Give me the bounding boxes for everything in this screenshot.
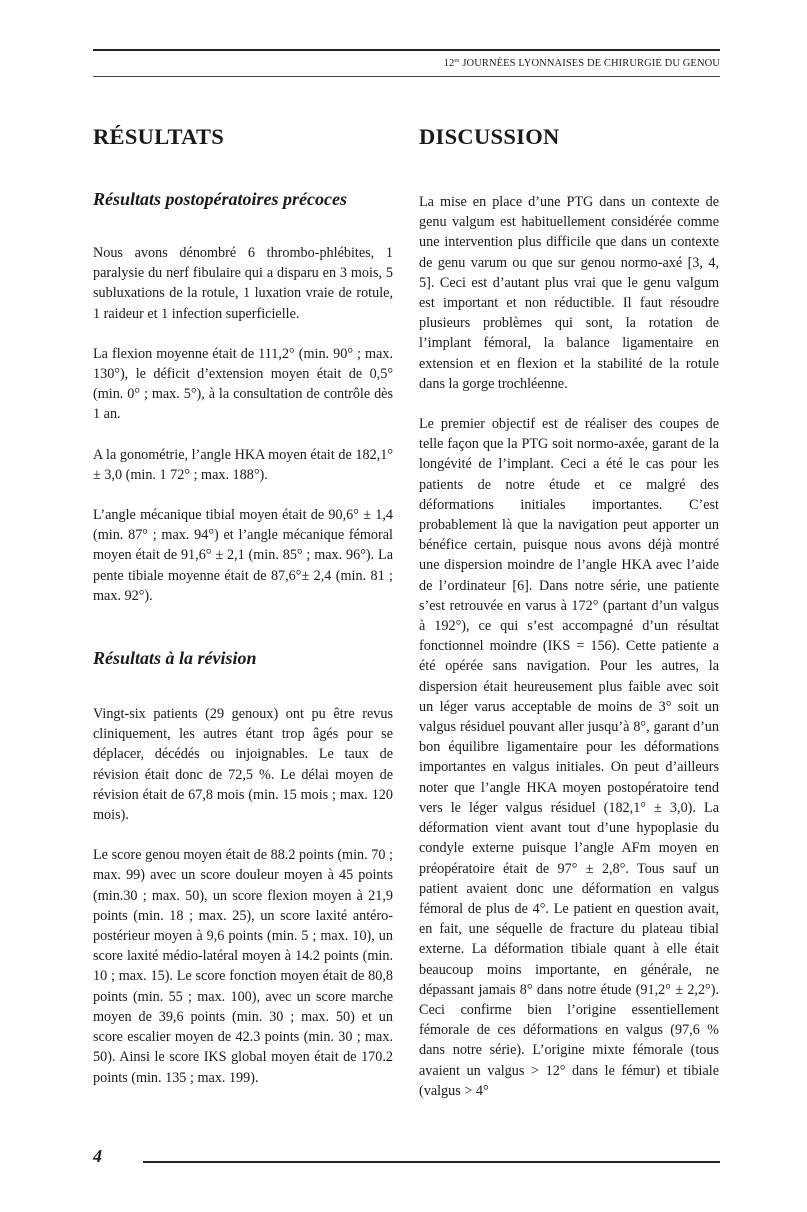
paragraph: A la gonométrie, l’angle HKA moyen était de 182,1° ± 3,0 (min. 1 72° ; max. 188°). bbox=[93, 446, 393, 483]
paragraph: La flexion moyenne était de 111,2° (min. 90° ; max. 130°), le déficit d’extension moyen était de 0,5° (min. 0° ; max. 5°), à la consultation de contrôle dès 1 an. bbox=[93, 345, 393, 423]
left-column bbox=[93, 120, 393, 1088]
paragraph: L’angle mécanique tibial moyen était de 90,6° ± 1,4 (min. 87° ; max. 94°) et l’angle mécanique fémoral moyen était de 91,6° ± 2,1 (min. 85° ; max. 96°). La pente tibiale moyenne était de 87,6°± 2,4 (min. 81 ; max. 92°). bbox=[93, 507, 393, 604]
paragraph: La mise en place d’une PTG dans un contexte de genu valgum est habituellement considérée comme une intervention plus difficile que dans un contexte de genu varum ou que sur genou normo-axé [3, 4, 5]. Ceci est d’autant plus vrai que le genu valgum est important et non réductible. Il faut résoudre plusieurs problèmes qui sont, la rotation de l’implant fémoral, la balance ligamentaire en extension et en flexion et la stabilité de la rotule dans la gorge trochléenne. bbox=[419, 194, 719, 392]
top-rule bbox=[93, 49, 720, 51]
section-heading-results: RÉSULTATS bbox=[93, 124, 225, 149]
section-heading-discussion: DISCUSSION bbox=[419, 124, 560, 149]
running-head bbox=[93, 58, 720, 69]
right-column bbox=[419, 120, 719, 1101]
subheading-early-results: Résultats postopératoires précoces bbox=[93, 189, 347, 209]
paragraph: Le score genou moyen était de 88.2 points (min. 70 ; max. 99) avec un score douleur moyen à 45 points (min.30 ; max. 50), un score flexion moyen à 21,9 points (min. 18 ; max. 25), un score laxité antéro-postérieur moyen à 9,6 points (min. 5 ; max. 10), un score laxité médio-latéral moyen à 14.2 points (min. 10 ; max. 15). Le score fonction moyen était de 80,8 points (min. 55 ; max. 100), avec un score marche moyen de 39,6 points (min. 30 ; max. 50) et un score escalier moyen de 42.3 points (min. 30 ; max. 50). Ainsi le score IKS global moyen était de 170.2 points (min. 135 ; max. 199). bbox=[93, 847, 393, 1086]
footer-rule bbox=[143, 1161, 720, 1163]
paragraph: Vingt-six patients (29 genoux) ont pu être revus cliniquement, les autres étant trop âgés pour se déplacer, décédés ou injoignables. Le taux de révision était donc de 72,5 %. Le délai moyen de révision était de 67,8 mois (min. 15 mois ; max. 120 mois). bbox=[93, 706, 393, 824]
subheading-revision-results: Résultats à la révision bbox=[93, 648, 257, 669]
running-head-text: JOURNÉES LYONNAISES DE CHIRURGIE DU GENOU bbox=[459, 58, 720, 69]
paragraph: Le premier objectif est de réaliser des coupes de telle façon que la PTG soit normo-axée, garant de la longévité de l’implant. Ceci a été le cas pour les patients de notre étude et ce malgré des déformations initiales importantes. C’est probablement là que la navigation peut apporter un bénéfice certain, puisque nous avons déjà montré une dispersion moindre de l’angle HKA avec l’aide de l’ordinateur [6]. Dans notre série, une patiente s’est retrouvée en varus à 172° (partant d’un valgus à 192°), ce qui s’est accompagné d’un résultat fonctionnel moindre (IKS = 156). Cette patiente a été opérée sans navigation. Pour les autres, la dispersion était heureusement plus faible avec soit un léger varus acceptable de moins de 3° soit un valgus résiduel pouvant aller jusqu’à 8°, garant d’un bon équilibre ligamentaire pour les déformations importantes en valgus initiales. On peut d’ailleurs noter que l’angle HKA moyen postopératoire tend vers le léger valgus résiduel (182,1° ± 3,0). La déformation vient avant tout d’une hypoplasie du condyle externe puisque l’angle AFm moyen en préopératoire était de 97° ± 2,8°. Tous sauf un patient avaient donc une déformation en valgus fémoral de plus de 4°. Le patient en question avait, en fait, une séquelle de fracture du plateau tibial externe. La déformation tibiale quant à elle était beaucoup moins importante, en générale, ne dépassant jamais 8° dans notre étude (91,2° ± 2,2°). Ceci confirme bien l’origine essentiellement fémorale de ces déformations en valgus (97,6 % dans notre série). L’origine mixte fémorale (tous avaient un valgus > 12° dans le fémur) et tibiale (valgus > 4° bbox=[419, 416, 719, 1099]
paragraph: Nous avons dénombré 6 thrombo-phlébites, 1 paralysie du nerf fibulaire qui a disparu en 3 mois, 5 subluxations de la rotule, 1 luxation vraie de rotule, 1 raideur et 1 infection superficielle. bbox=[93, 245, 393, 322]
page-number: 4 bbox=[93, 1146, 102, 1166]
running-head-number: 12 bbox=[443, 58, 455, 69]
running-head-superscript: es bbox=[454, 58, 460, 64]
header-rule bbox=[93, 76, 720, 77]
